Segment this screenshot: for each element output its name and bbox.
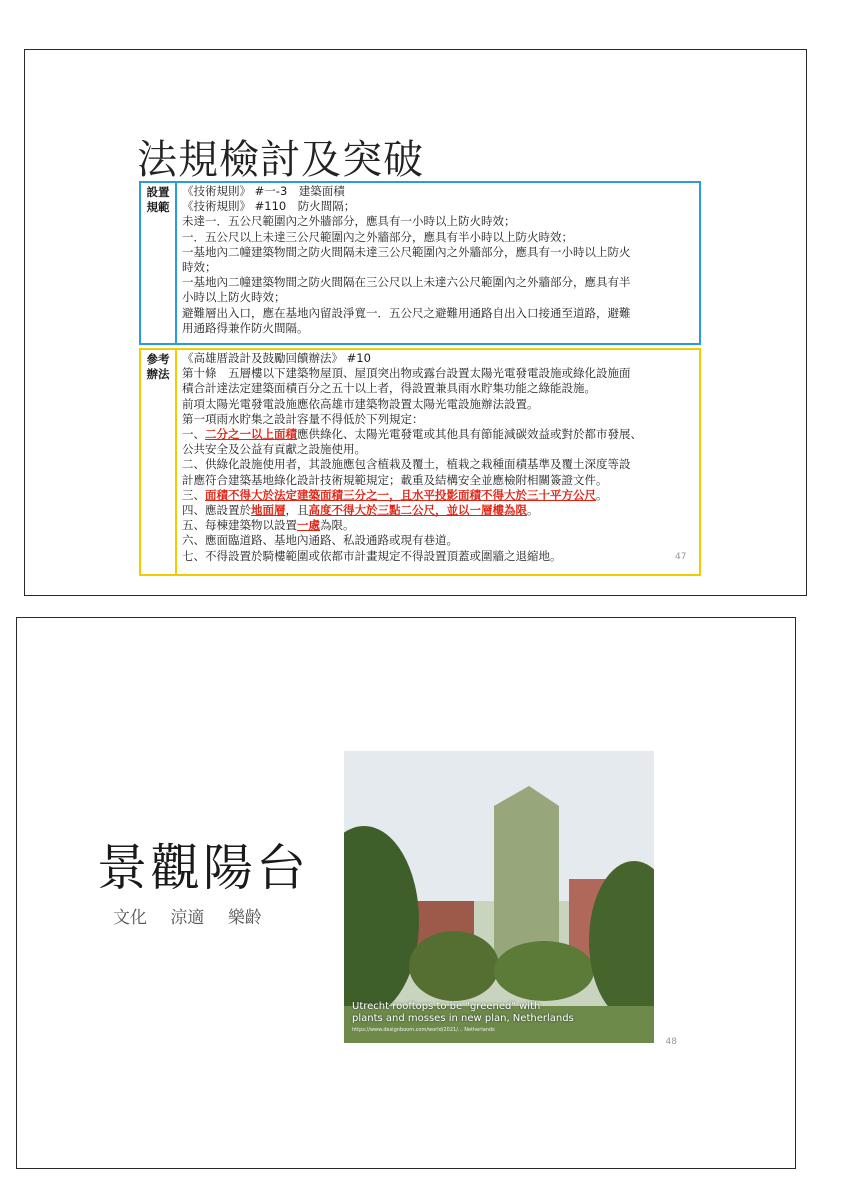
- page-number: 48: [665, 1037, 677, 1047]
- photo-source-url: https://www.designboom.com/world/2021/... Netherlands: [352, 1027, 495, 1033]
- text-line: 一基地內二幢建築物間之防火間隔在三公尺以上未達六公尺範圍內之外牆部分，應具有半: [182, 275, 631, 290]
- box-label-line: 設置: [146, 185, 170, 199]
- text-span: 一、: [182, 427, 205, 442]
- box-content: [177, 350, 646, 574]
- highlight-text: 地面層: [251, 503, 286, 518]
- caption-line: Utrecht rooftops to be "greened" with: [352, 1001, 541, 1012]
- highlight-text: 一處: [297, 518, 320, 533]
- slide-title: 景觀陽台: [97, 839, 309, 897]
- highlight-text: 面積不得大於法定建築面積三分之一，且水平投影面積不得大於三十平方公尺: [205, 487, 596, 502]
- subtitle-word: 涼適: [170, 908, 205, 928]
- caption-line: plants and mosses in new plan, Netherlands: [352, 1013, 574, 1024]
- text-line: [182, 503, 642, 518]
- slide-title: 法規檢討及突破: [137, 137, 424, 183]
- text-line: 用通路得兼作防火間隔。: [182, 320, 309, 335]
- text-span: 四、應設置於: [182, 503, 251, 518]
- text-line: 第一項雨水貯集之設計容量不得低於下列規定：: [182, 411, 424, 426]
- building-photo: [344, 751, 654, 1043]
- slide-47: [24, 49, 807, 596]
- slide-48: [16, 617, 796, 1169]
- text-span: 。: [596, 487, 608, 502]
- box-content: [177, 183, 635, 343]
- text-span: 。: [527, 503, 539, 518]
- box-label-line: 規範: [146, 200, 170, 214]
- text-line: [182, 488, 642, 503]
- photo-caption: [352, 1001, 574, 1025]
- highlight-text: 二分之一以上面積: [205, 427, 297, 442]
- text-line: 小時以上防火時效；: [182, 290, 286, 305]
- text-line: 《技術規則》 #一-3 建築面積: [182, 184, 345, 198]
- text-span: ，且: [285, 503, 309, 518]
- text-line: 一．五公尺以上未達三公尺範圍內之外牆部分，應具有半小時以上防火時效；: [182, 229, 573, 244]
- text-line: 避難層出入口，應在基地內留設淨寬一．五公尺之避難用通路自出入口接通至道路，避難: [182, 305, 631, 320]
- slide-subtitle: [113, 903, 280, 928]
- box-label: [141, 350, 177, 574]
- text-line: 積合計達法定建築面積百分之五十以上者，得設置兼具雨水貯集功能之綠能設施。: [182, 381, 596, 396]
- text-line: 時效；: [182, 260, 217, 275]
- text-span: 五、每棟建築物以設置: [182, 518, 297, 533]
- reference-box: [139, 348, 701, 576]
- text-line: 二、供綠化設施使用者，其設施應包含植栽及覆土，植栽之栽種面積基準及覆土深度等設: [182, 457, 631, 472]
- text-line: 七、不得設置於騎樓範圍或依都市計畫規定不得設置頂蓋或圍牆之退縮地。: [182, 548, 562, 563]
- text-span: 三、: [182, 487, 205, 502]
- subtitle-word: 樂齡: [227, 908, 262, 928]
- text-span: 應供綠化、太陽光電發電或其他具有節能減碳效益或對於都市發展、: [297, 427, 642, 442]
- text-line: 六、應面臨道路、基地內通路、私設通路或現有巷道。: [182, 533, 458, 548]
- text-line: 計應符合建築基地綠化設計技術規範規定；載重及結構安全並應檢附相關簽證文件。: [182, 472, 608, 487]
- text-line: 公共安全及公益有貢獻之設施使用。: [182, 442, 366, 457]
- regulation-box: [139, 181, 701, 345]
- box-label-line: 參考: [146, 352, 170, 366]
- box-label: [141, 183, 177, 343]
- highlight-text: 高度不得大於三點二公尺，並以一層樓為限: [308, 503, 527, 518]
- box-label-line: 辦法: [146, 367, 170, 381]
- text-line: 一基地內二幢建築物間之防火間隔未達三公尺範圍內之外牆部分，應具有一小時以上防火: [182, 244, 631, 259]
- text-line: [182, 518, 642, 533]
- text-line: 《技術規則》 #110 防火間隔；: [182, 199, 356, 214]
- text-line: [182, 427, 642, 442]
- subtitle-word: 文化: [113, 908, 147, 928]
- page-number: 47: [675, 552, 687, 562]
- text-span: 為限。: [320, 518, 355, 533]
- text-line: 前項太陽光電發電設施應依高雄市建築物設置太陽光電設施辦法設置。: [182, 396, 539, 411]
- text-line: 第十條 五層樓以下建築物屋頂、屋頂突出物或露台設置太陽光電發電設施或綠化設施面: [182, 366, 631, 381]
- building-photo-illustration: [344, 751, 654, 1043]
- text-line: 《高雄厝設計及鼓勵回饋辦法》 #10: [182, 351, 371, 365]
- text-line: 未達一．五公尺範圍內之外牆部分，應具有一小時以上防火時效；: [182, 214, 516, 229]
